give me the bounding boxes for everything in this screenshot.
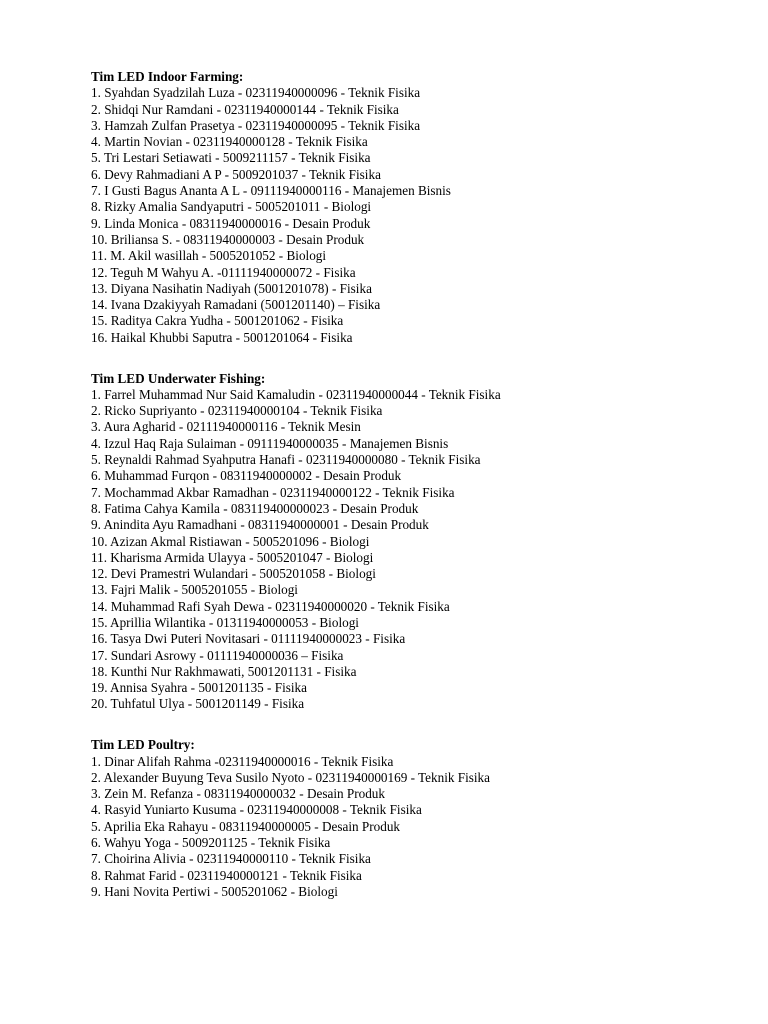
- list-item: 5. Tri Lestari Setiawati - 5009211157 - Teknik Fisika: [91, 150, 371, 166]
- list-item: 5. Reynaldi Rahmad Syahputra Hanafi - 02311940000080 - Teknik Fisika: [91, 452, 481, 468]
- list-item: 7. Choirina Alivia - 02311940000110 - Teknik Fisika: [91, 851, 371, 867]
- list-item: 8. Rahmat Farid - 02311940000121 - Teknik Fisika: [91, 867, 362, 883]
- list-item: 6. Wahyu Yoga - 5009201125 - Teknik Fisika: [91, 835, 331, 851]
- list-item: 9. Anindita Ayu Ramadhani - 08311940000001 - Desain Produk: [91, 517, 429, 533]
- list-item: 2. Alexander Buyung Teva Susilo Nyoto - 02311940000169 - Teknik Fisika: [91, 769, 491, 785]
- list-item: 11. Kharisma Armida Ulayya - 5005201047 - Biologi: [91, 549, 374, 565]
- list-item: 3. Zein M. Refanza - 08311940000032 - Desain Produk: [91, 786, 385, 802]
- list-item: 1. Dinar Alifah Rahma -02311940000016 - Teknik Fisika: [91, 753, 394, 769]
- list-item: 9. Hani Novita Pertiwi - 5005201062 - Biologi: [91, 883, 338, 899]
- list-item: 9. Linda Monica - 08311940000016 - Desain Produk: [91, 215, 371, 231]
- section-poultry: [91, 737, 751, 900]
- list-item: 12. Devi Pramestri Wulandari - 5005201058 - Biologi: [91, 566, 376, 582]
- list-item: 8. Rizky Amalia Sandyaputri - 5005201011 - Biologi: [91, 199, 372, 215]
- list-item: 3. Aura Agharid - 02111940000116 - Teknik Mesin: [91, 419, 361, 435]
- list-item: 7. I Gusti Bagus Ananta A L - 09111940000116 - Manajemen Bisnis: [91, 183, 451, 199]
- list-item: 19. Annisa Syahra - 5001201135 - Fisika: [91, 680, 307, 696]
- list-item: 20. Tuhfatul Ulya - 5001201149 - Fisika: [91, 696, 305, 712]
- section-title: Tim LED Indoor Farming:: [91, 69, 244, 84]
- list-item: 2. Shidqi Nur Ramdani - 02311940000144 - Teknik Fisika: [91, 101, 399, 117]
- list-item: 14. Ivana Dzakiyyah Ramadani (5001201140) – Fisika: [91, 297, 381, 313]
- list-item: 6. Devy Rahmadiani A P - 5009201037 - Teknik Fisika: [91, 166, 381, 182]
- list-item: 1. Syahdan Syadzilah Luza - 02311940000096 - Teknik Fisika: [91, 85, 421, 101]
- section-indoor-farming: [91, 69, 751, 346]
- list-item: 2. Ricko Supriyanto - 02311940000104 - Teknik Fisika: [91, 403, 383, 419]
- list-item: 16. Tasya Dwi Puteri Novitasari - 01111940000023 - Fisika: [91, 631, 406, 647]
- list-item: 14. Muhammad Rafi Syah Dewa - 02311940000020 - Teknik Fisika: [91, 598, 450, 614]
- member-list: [91, 85, 751, 346]
- list-item: 4. Martin Novian - 02311940000128 - Teknik Fisika: [91, 134, 368, 150]
- list-item: 10. Azizan Akmal Ristiawan - 5005201096 - Biologi: [91, 533, 370, 549]
- list-item: 16. Haikal Khubbi Saputra - 5001201064 - Fisika: [91, 329, 353, 345]
- list-item: 15. Raditya Cakra Yudha - 5001201062 - Fisika: [91, 313, 344, 329]
- list-item: 4. Rasyid Yuniarto Kusuma - 02311940000008 - Teknik Fisika: [91, 802, 422, 818]
- list-item: 3. Hamzah Zulfan Prasetya - 02311940000095 - Teknik Fisika: [91, 117, 421, 133]
- section-title: Tim LED Poultry:: [91, 737, 195, 753]
- member-list: [91, 387, 751, 713]
- list-item: 11. M. Akil wasillah - 5005201052 - Biologi: [91, 248, 327, 264]
- list-item: 13. Fajri Malik - 5005201055 - Biologi: [91, 582, 298, 598]
- list-item: 4. Izzul Haq Raja Sulaiman - 09111940000035 - Manajemen Bisnis: [91, 435, 449, 451]
- list-item: 6. Muhammad Furqon - 08311940000002 - Desain Produk: [91, 468, 402, 484]
- list-item: 5. Aprilia Eka Rahayu - 08311940000005 - Desain Produk: [91, 818, 401, 834]
- list-item: 1. Farrel Muhammad Nur Said Kamaludin - 02311940000044 - Teknik Fisika: [91, 386, 501, 402]
- section-title: Tim LED Underwater Fishing:: [91, 370, 266, 386]
- list-item: 13. Diyana Nasihatin Nadiyah (5001201078) - Fisika: [91, 280, 372, 296]
- list-item: 17. Sundari Asrowy - 01111940000036 – Fisika: [91, 647, 344, 663]
- section-underwater-fishing: [91, 371, 751, 713]
- list-item: 10. Briliansa S. - 08311940000003 - Desain Produk: [91, 231, 365, 247]
- list-item: 15. Aprillia Wilantika - 01311940000053 - Biologi: [91, 615, 359, 630]
- member-list: [91, 754, 751, 901]
- document-page: [91, 69, 751, 900]
- list-item: 8. Fatima Cahya Kamila - 083119400000023 - Desain Produk: [91, 500, 419, 516]
- list-item: 12. Teguh M Wahyu A. -01111940000072 - Fisika: [91, 264, 356, 280]
- list-item: 7. Mochammad Akbar Ramadhan - 02311940000122 - Teknik Fisika: [91, 484, 455, 500]
- list-item: 18. Kunthi Nur Rakhmawati, 5001201131 - Fisika: [91, 663, 357, 679]
